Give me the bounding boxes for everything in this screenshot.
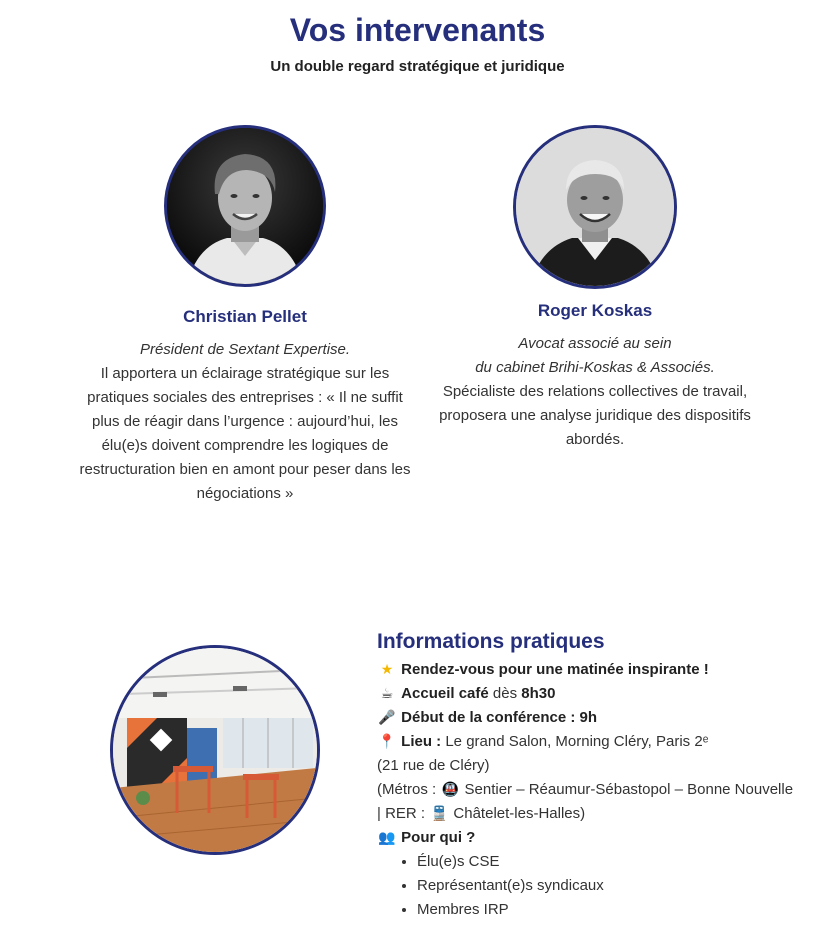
info-debut-text: Début de la conférence : 9h bbox=[401, 709, 598, 726]
speaker-role: Président de Sextant Expertise. bbox=[139, 341, 351, 358]
info-metro-stations: Sentier – Réaumur-Sébastopol – Bonne Nouvelle | RER : bbox=[377, 781, 794, 822]
info-pour-qui-text: Pour qui ? bbox=[401, 829, 476, 846]
info-lieu-label: Lieu : bbox=[401, 733, 442, 750]
audience-list bbox=[377, 850, 797, 922]
info-metro-prefix: (Métros : bbox=[377, 781, 441, 798]
list-item: • Représentant(e)s syndicaux bbox=[417, 874, 797, 898]
info-debut bbox=[377, 706, 797, 730]
speaker-card-roger-koskas bbox=[425, 125, 765, 452]
info-rdv bbox=[377, 658, 797, 682]
info-accueil-label: Accueil café bbox=[401, 685, 489, 702]
speaker-name: Christian Pellet bbox=[183, 307, 307, 326]
speaker-description: Spécialiste des relations collectives de travail, proposera une analyse juridique des dispositifs abordés. bbox=[439, 383, 751, 448]
info-lieu bbox=[377, 730, 797, 754]
list-item: • Membres IRP bbox=[417, 898, 797, 922]
info-rer-station: Châtelet-les-Halles) bbox=[449, 805, 586, 822]
info-rdv-text: Rendez-vous pour une matinée inspirante ! bbox=[401, 661, 709, 678]
page-title: Vos intervenants bbox=[289, 12, 546, 48]
speaker-card-christian-pellet bbox=[75, 125, 415, 506]
info-lieu-text: Le grand Salon, Morning Cléry, Paris 2ᵉ bbox=[441, 733, 709, 750]
speaker-role bbox=[425, 332, 765, 380]
info-accueil bbox=[377, 682, 797, 706]
speaker-photo bbox=[513, 125, 677, 289]
speaker-photo bbox=[164, 125, 326, 287]
coffee-icon: ☕ bbox=[380, 686, 394, 702]
speaker-name: Roger Koskas bbox=[537, 301, 653, 320]
metro-icon: 🚇 bbox=[441, 782, 460, 798]
info-pour-qui bbox=[377, 826, 797, 850]
practical-info bbox=[377, 628, 797, 922]
people-icon: 👥 bbox=[378, 830, 396, 846]
list-item: • Élu(e)s CSE bbox=[417, 850, 797, 874]
page-subtitle: Un double regard stratégique et juridique bbox=[270, 58, 565, 75]
info-transport bbox=[377, 778, 797, 826]
star-icon: ★ bbox=[380, 662, 394, 678]
speaker-role-line: Avocat associé au sein bbox=[518, 335, 672, 352]
info-title: Informations pratiques bbox=[377, 630, 605, 653]
info-accueil-time: 8h30 bbox=[521, 685, 556, 702]
info-address: (21 rue de Cléry) bbox=[377, 757, 490, 774]
microphone-icon: 🎤 bbox=[378, 710, 396, 726]
speaker-description: Il apportera un éclairage stratégique sur les pratiques sociales des entreprises : « Il ne suffit plus de réagir dans l’urgence : aujourd’hui, les élu(e)s doivent comprendre les logiques de restructuration bien en amont pour peser dans les négociations » bbox=[79, 365, 411, 502]
venue-photo bbox=[110, 645, 320, 855]
train-icon: 🚆 bbox=[430, 806, 448, 822]
info-accueil-text: dès bbox=[488, 685, 522, 702]
pin-icon: 📍 bbox=[378, 734, 396, 750]
speaker-role-line: du cabinet Brihi-Koskas & Associés. bbox=[475, 359, 715, 376]
